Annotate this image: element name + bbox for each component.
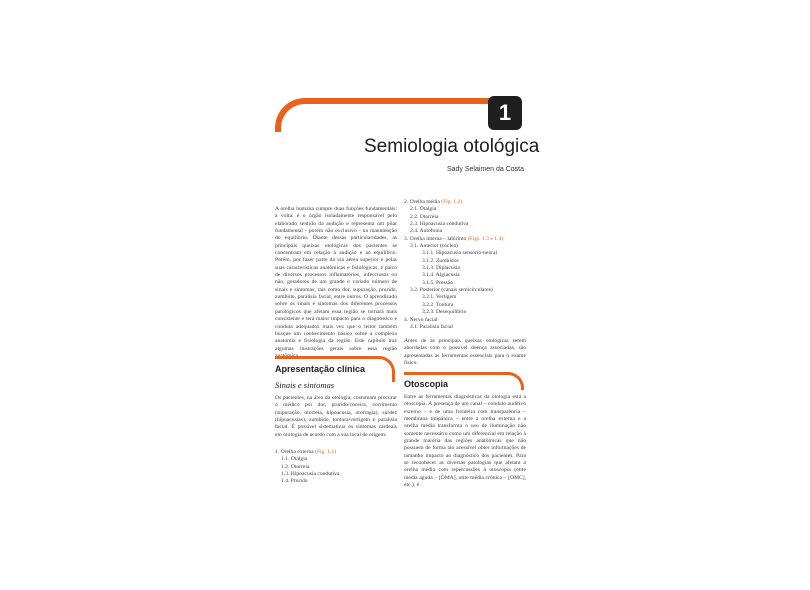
figure-reference: (Figs. 1.3 e 1.4) [467,235,504,242]
chapter-author: Sady Selaimen da Costa [446,166,524,173]
list-item-text: 3.2.1. Vertigem [422,294,457,301]
figure-reference: (Fig. 1.2) [441,199,463,205]
list-item-text: 3.1.5. Pressão [422,279,454,286]
list-item [275,464,397,471]
right-intro-paragraph: Antes de as principais queixas otológicas serem abordadas com o possível doença associadas, são apresentadas as ferramentas essenciais para o exame físico. [404,338,526,367]
list-item [404,309,526,316]
chapter-number-badge: 1 [488,96,522,130]
symptoms-outline-list [404,199,526,331]
list-item [404,287,526,294]
list-item [275,456,397,463]
list-item [275,478,397,485]
list-item [404,243,526,250]
list-item [275,449,397,456]
list-item-text: 1.1. Otalgia [281,456,308,463]
list-item-text: 3.1. Anterior (cóclea) [410,243,458,250]
list-item [404,221,526,228]
list-item-text: 3.1.1. Hipoacusia sensório-neural [422,250,498,257]
list-item [404,324,526,331]
chapter-title: Semiologia otológica [364,136,540,157]
list-item-text: 2.4. Autofonia [410,228,443,235]
list-item [404,250,526,257]
list-item [404,280,526,287]
subheading-sinais-sintomas: Sinais e sintomas [275,380,335,390]
list-item [404,206,526,213]
list-item [404,228,526,235]
list-item [404,199,526,206]
list-item-text: 3.2. Posterior (canais semicirculares) [410,287,493,294]
list-item [404,302,526,309]
list-item-text: 3.2.2. Tontura [422,301,454,308]
list-item-text: 2.2. Otorreia [410,213,439,220]
list-item [404,317,526,324]
list-item-text: 2. Orelha média [404,199,442,205]
list-item-text: 3. Orelha interna – labirinto [404,235,468,242]
chapter-header-arc [275,98,505,132]
list-item-text: 3.1.4. Algiacusia [422,272,460,279]
list-item-text: 4.1. Paralisia facial [410,323,453,330]
orelha-externa-list [275,449,397,486]
list-item-text: 1.3. Hipoacusia condutiva [281,471,340,478]
list-item-text: 3.1.2. Zumbidos [422,257,459,264]
figure-reference: (Fig. 1.1) [315,449,337,455]
list-item [404,236,526,243]
list-item [404,265,526,272]
list-item-text: 1.4. Prurido [281,478,308,485]
list-item [404,272,526,279]
list-item-text: 1. Orelha externa [275,449,316,455]
apresentacao-paragraph: Os pacientes, na área da otologia, costumam procurar o médico por dor, prurido/coceira, corrimento (supuração, otorreia, hipoacusia, otorragia), surdez (hipoacusias), zumbido, tontura/vertigem e paralisia facial. É possível sistematizar os sintomas cardeais em otologia de acordo com a sua local de origem: [275,395,397,438]
intro-paragraph: A orelha humana cumpre duas funções fundamentais: à volta: é o órgão isoladamente responsável pelo elaborado sentido da audição e representa um pilar fundamental - porém não exclusivo - na manutenção do equilíbrio. Diante dessas particularidades, as principais queixas otológicas dos pacientes se concentram em relação à audição e ao equilíbrio. Porém, por fazer parte da via aérea superior e pelas suas características anatômicas e fisiológicas, é palco de diversos processos inflamatórios, infecciosos ou não, geradores de um grande e variado número de sinais e sintomas, tais como dor, supuração, prurido, zumbido, paralisia facial, entre outros. O aprendizado sobre os sinais e sintomas dos diferentes processos patológicos que afetam essa região se tornará mais consistente e terá maior impacto para o diagnóstico e conduta adequados mais vez que o leitor também busque um conhecimento básico sobre a complexa anatomia e fisiologia da região. Este capítulo traz algumas ilustrações gerais sobre essa região anatômica. [275,206,397,359]
list-item-text: 1.2. Otorreia [281,463,310,470]
list-item-text: 4. Nervo facial [404,316,438,323]
list-item-text: 3.1.3. Diplacusia [422,265,460,272]
list-item [404,258,526,265]
section-heading-apresentacao: Apresentação clínica [275,364,366,374]
list-item-text: 3.2.3. Desequilíbrio [422,309,467,316]
list-item [275,471,397,478]
list-item [404,214,526,221]
otoscopia-paragraph: Entre as ferramentas diagnósticas da otologia está a otoscopia. A presença de um canal – conduto auditivo externo – e de uma fronteira com transparência – membrana timpânica – entre a orelha externa e a orelha média transforma o uso de iluminação não somente necessário como um diferencial em relação à grande maioria das regiões anatômicas que não possuem de forma tão acessível obter informações de tamanho impacto ao diagnóstico dos pacientes. Para se reconhecer as diversas patologias que afetam a orelha média com repercussões à otoscopia (otite média aguda – [OMA], otite média crônica – [OMC], etc.), é [404,394,526,489]
list-item [404,294,526,301]
list-item-text: 2.3. Hipoacusia condutiva [410,221,469,228]
section-heading-otoscopia: Otoscopia [404,379,449,389]
list-item-text: 2.1. Otalgia [410,206,437,213]
